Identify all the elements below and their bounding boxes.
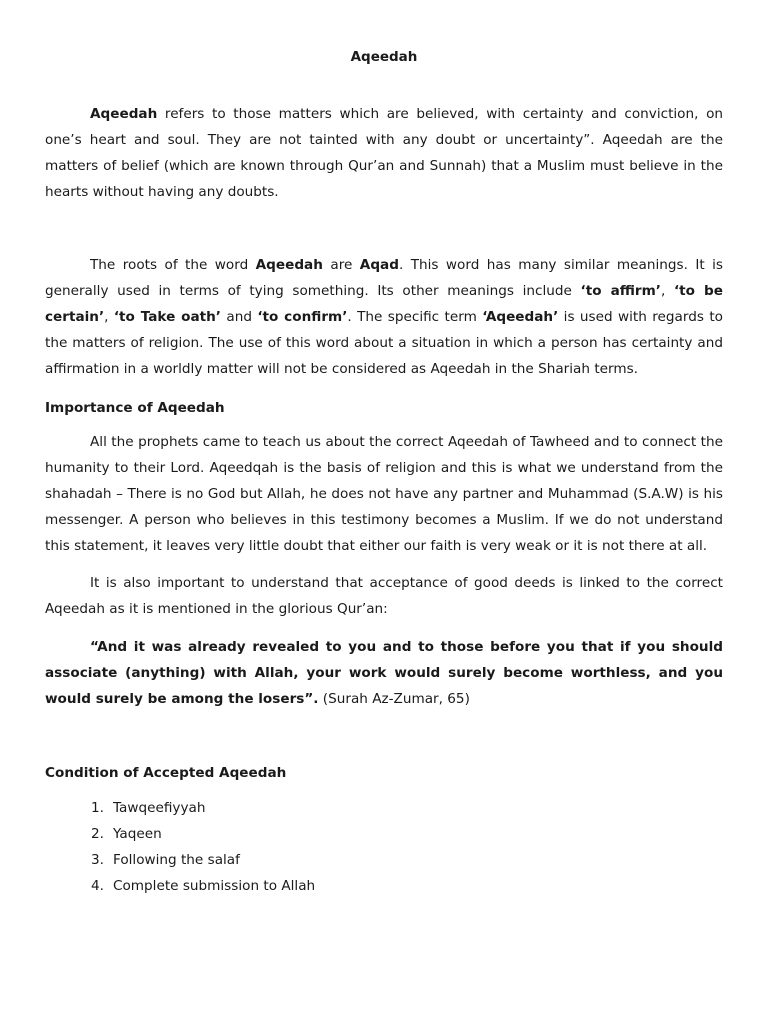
bold-term: ‘to Take oath’ [113,309,221,325]
bold-term: ‘Aqeedah’ [482,309,559,325]
document-title: Aqeedah [350,49,418,65]
quote-text: “And it was already revealed to you and to those before you that if you should associate (anything) with Allah, your work would surely become worthless, and you would surely be among the losers”. [45,639,723,707]
term-aqeedah: Aqeedah [90,106,158,122]
paragraph-roots [45,252,723,382]
list-item-text: Yaqeen [113,826,162,842]
list-number: 2. [91,826,104,842]
list-item [45,850,315,876]
bold-term: ‘to affirm’ [580,283,661,299]
text-span: , [104,309,114,325]
list-item-text: Tawqeefiyyah [113,800,206,816]
quran-quote [45,634,723,712]
definition-text: refers to those matters which are believed, with certainty and conviction, on one’s heart and soul. They are not tainted with any doubt or uncertainty”. Aqeedah are the matters of belief (which are known through Qur’an and Sunnah) that a Muslim must believe in the hearts without having any doubts. [45,106,723,200]
text-span: The roots of the word [90,257,256,273]
conditions-list [45,798,315,902]
paragraph-deeds: It is also important to understand that acceptance of good deeds is linked to the correct Aqeedah as it is mentioned in the glorious Qur’an: [45,575,723,617]
list-number: 1. [91,800,104,816]
list-number: 4. [91,878,104,894]
bold-term: ‘to be certain’ [45,283,723,325]
text-span: , [660,283,674,299]
bold-term: Aqad [359,257,399,273]
text-span: is used with regards to the matters of religion. The use of this word about a situation in which a person has certainty and affirmation in a worldly matter will not be considered as Aqeedah in the Shariah terms. [45,309,723,377]
text-span: and [220,309,258,325]
list-item-text: Following the salaf [113,852,240,868]
paragraph-definition [45,101,723,205]
text-span: are [322,257,360,273]
list-item [45,798,315,824]
heading-conditions: Condition of Accepted Aqeedah [45,765,287,781]
paragraph-importance: All the prophets came to teach us about the correct Aqeedah of Tawheed and to connect the humanity to their Lord. Aqeedqah is the basis of religion and this is what we understand from the shahadah – There is no God but Allah, he does not have any partner and Muhammad (S.A.W) is his messenger. A person who believes in this testimony becomes a Muslim. If we do not understand this statement, it leaves very little doubt that either our faith is very weak or it is not there at all. [45,434,723,554]
list-item [45,876,315,902]
text-span: . The specific term [347,309,483,325]
bold-term: Aqeedah [255,257,323,273]
heading-importance: Importance of Aqeedah [45,400,225,416]
text-span: . This word has many similar meanings. It is generally used in terms of tying something. Its other meanings include [45,257,723,299]
quote-source: (Surah Az-Zumar, 65) [318,691,470,707]
list-item [45,824,315,850]
bold-term: ‘to confirm’ [257,309,348,325]
list-number: 3. [91,852,104,868]
list-item-text: Complete submission to Allah [113,878,316,894]
